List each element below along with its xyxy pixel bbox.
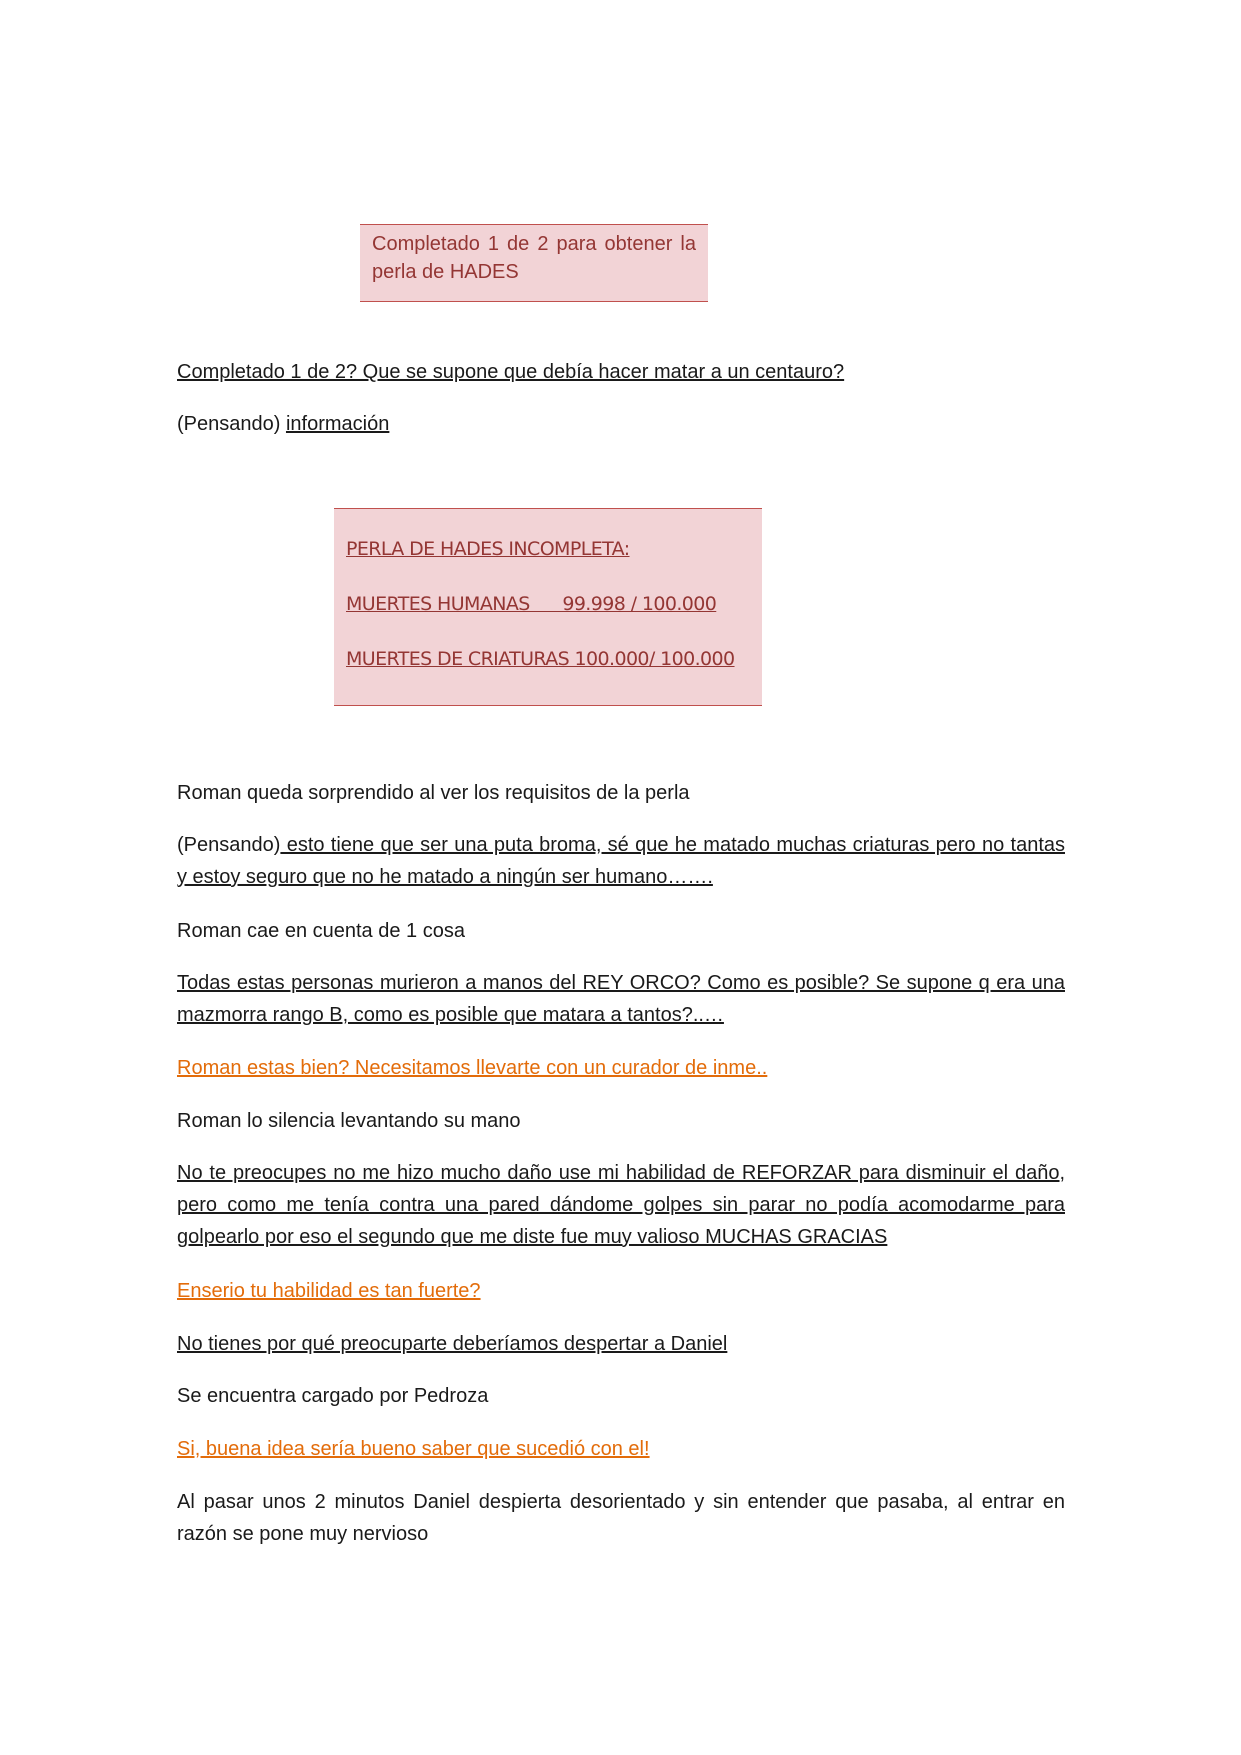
paragraph-13: Si, buena idea sería bueno saber que sucedió con el! xyxy=(177,1438,650,1460)
pearl-status-box xyxy=(334,508,762,706)
paragraph-8: Roman lo silencia levantando su mano xyxy=(177,1110,521,1132)
paragraph-4 xyxy=(177,829,1065,893)
notification-text: Completado 1 de 2 para obtener la perla de HADES xyxy=(372,233,696,283)
paragraph-4-prefix: (Pensando) xyxy=(177,834,281,856)
paragraph-2 xyxy=(177,408,1065,440)
paragraph-3: Roman queda sorprendido al ver los requisitos de la perla xyxy=(177,782,690,804)
pearl-status-title: PERLA DE HADES INCOMPLETA: xyxy=(346,538,630,560)
paragraph-7: Roman estas bien? Necesitamos llevarte con un curador de inme.. xyxy=(177,1057,768,1079)
paragraph-1: Completado 1 de 2? Que se supone que debía hacer matar a un centauro? xyxy=(177,361,845,383)
human-deaths-stat: MUERTES HUMANAS 99.998 / 100.000 xyxy=(346,593,717,615)
game-notification-box xyxy=(360,224,708,302)
paragraph-12: Se encuentra cargado por Pedroza xyxy=(177,1385,489,1407)
paragraph-10: Enserio tu habilidad es tan fuerte? xyxy=(177,1280,481,1302)
paragraph-2-underlined: información xyxy=(285,413,390,435)
paragraph-6: Todas estas personas murieron a manos del REY ORCO? Como es posible? Se supone q era una mazmorra rango B, como es posible que matara a tantos?..… xyxy=(177,972,1065,1026)
paragraph-2-prefix: (Pensando) xyxy=(177,413,286,435)
paragraph-9: No te preocupes no me hizo mucho daño use mi habilidad de REFORZAR para disminuir el daño, pero como me tenía contra una pared dándome golpes sin parar no podía acomodarme para golpearlo por eso el segundo que me diste fue muy valioso MUCHAS GRACIAS xyxy=(177,1162,1065,1248)
paragraph-14: Al pasar unos 2 minutos Daniel despierta desorientado y sin entender que pasaba, al entrar en razón se pone muy nervioso xyxy=(177,1491,1065,1545)
paragraph-5: Roman cae en cuenta de 1 cosa xyxy=(177,920,465,942)
paragraph-11: No tienes por qué preocuparte deberíamos despertar a Daniel xyxy=(177,1333,728,1355)
paragraph-4-underlined: esto tiene que ser una puta broma, sé que he matado muchas criaturas pero no tantas y estoy seguro que no he matado a ningún ser humano……. xyxy=(177,834,1065,888)
creature-deaths-stat: MUERTES DE CRIATURAS 100.000/ 100.000 xyxy=(346,648,735,670)
